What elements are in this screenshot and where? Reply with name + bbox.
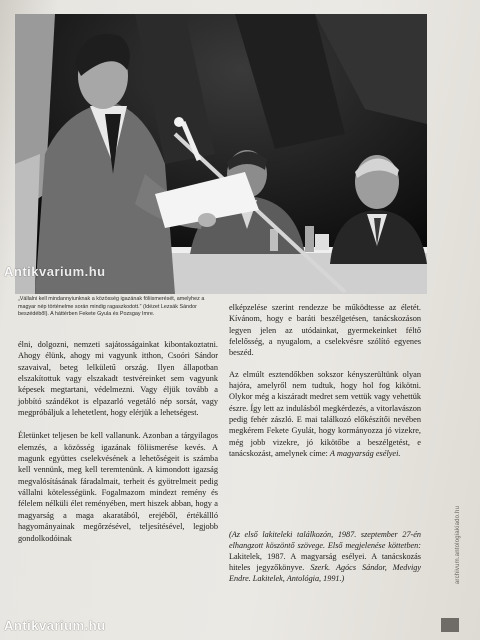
- page-corner-mark: [441, 618, 459, 632]
- left-column: [18, 339, 218, 544]
- sidebar-url: [452, 470, 464, 620]
- conference-title: A magyarság esélyei.: [329, 449, 401, 459]
- source-editors: Szerk. Agócs Sándor, Medvigy Endre. Lakitelek, Antológia, 1991.): [229, 563, 421, 583]
- right-column: [229, 302, 421, 459]
- source-note: [229, 529, 421, 584]
- source-intro: (Az első lakiteleki találkozón, 1987. szeptember 27-én elhangzott köszöntő szövege. Első megjelenése köttetben:: [229, 530, 421, 550]
- right-paragraph-1: elképzelése szerint rendezze be működtesse az életét. Kívánom, hogy e baráti beszélgetésen, tanácskozáson legyen jelen az utódainkat, gyermekeinket féltő felelősség, a nyugalom, a cselekvésre szólító egyenes beszéd.: [229, 303, 421, 358]
- watermark-top: Antikvarium.hu: [4, 264, 106, 279]
- watermark-bottom: Antikvarium.hu: [4, 618, 106, 633]
- source-reference: Lakitelek, 1987. A magyarság esélyei. A tanácskozás hiteles jegyzőkönyve.: [229, 552, 421, 572]
- photo-caption: „Vállalni kell mindannyiunknak a közösség igazának föliismerését, amelyhez a magyar nép történelme során mindig ragaszkodott.” (Idézet Lezsák Sándor beszédéből). A háttérben Fekete Gyula és Pozsgay Imre.: [18, 296, 205, 318]
- right-paragraph-2: [229, 369, 421, 460]
- sidebar-url-text: archivum.antologiakiado.hu: [455, 505, 461, 585]
- event-photo: [15, 14, 427, 294]
- photo-drawing: [15, 14, 427, 294]
- left-paragraph-2: Életünket teljesen be kell vallanunk. Azonban a tárgyilagos elemzés, a közösség igazának föliismerése kevés. A magunk együttes cselekvésének a lehetőségeit is számba kell vennünk, meg kell teremtenünk. A kimondott igazság megvalósításának fáradalmait, terheit és gyötrelmeit pedig vállalni kötelességünk. Fogalmazom mindezt remény és félelem nélküli élet reményében, mert hiszek abban, hogy a magyarság a maga akaratából, erejéből, értékállló hagyományainak megőrzésével, teljesítésével, legjobb gondolkodóinak: [18, 431, 218, 543]
- left-paragraph-1: élni, dolgozni, nemzeti sajátosságainkat kibontakoztatni. Ahogy élünk, ahogy mi vagyunk itthon, Csoóri Sándor szavaival, beteg lelkületű ország. Ilyen állapotban elszakítottuk vagy elszakadt testvéreinket sem vagyunk képesek megtartani, védelmezni. Vagy éljük tovább a jobbító szándékot is elpazarló vegetáló nép sorsát, vagy megpróbáljuk a lehetetlent, hogy elérjük a lehetségest.: [18, 340, 218, 418]
- right-paragraph-2-text: Az elmúlt esztendőkben sokszor kényszerültünk olyan hajóra, amelyről nem tudtuk, hogy hol fog kikötni. Olykor még a kiszáradt medret sem vettük vagy vehettük észre. Így lett az indulásból megkérdezés, a vitorlavászon pedig fehér zászló. E mai találkozó előkészítői nevében megkérem Fekete Gyulát, hogy kormányozza jó vizekre, még jobb vizekre, jó kikötőbe a beszélgetést, e tanácskozást, amelynek címe:: [229, 369, 421, 459]
